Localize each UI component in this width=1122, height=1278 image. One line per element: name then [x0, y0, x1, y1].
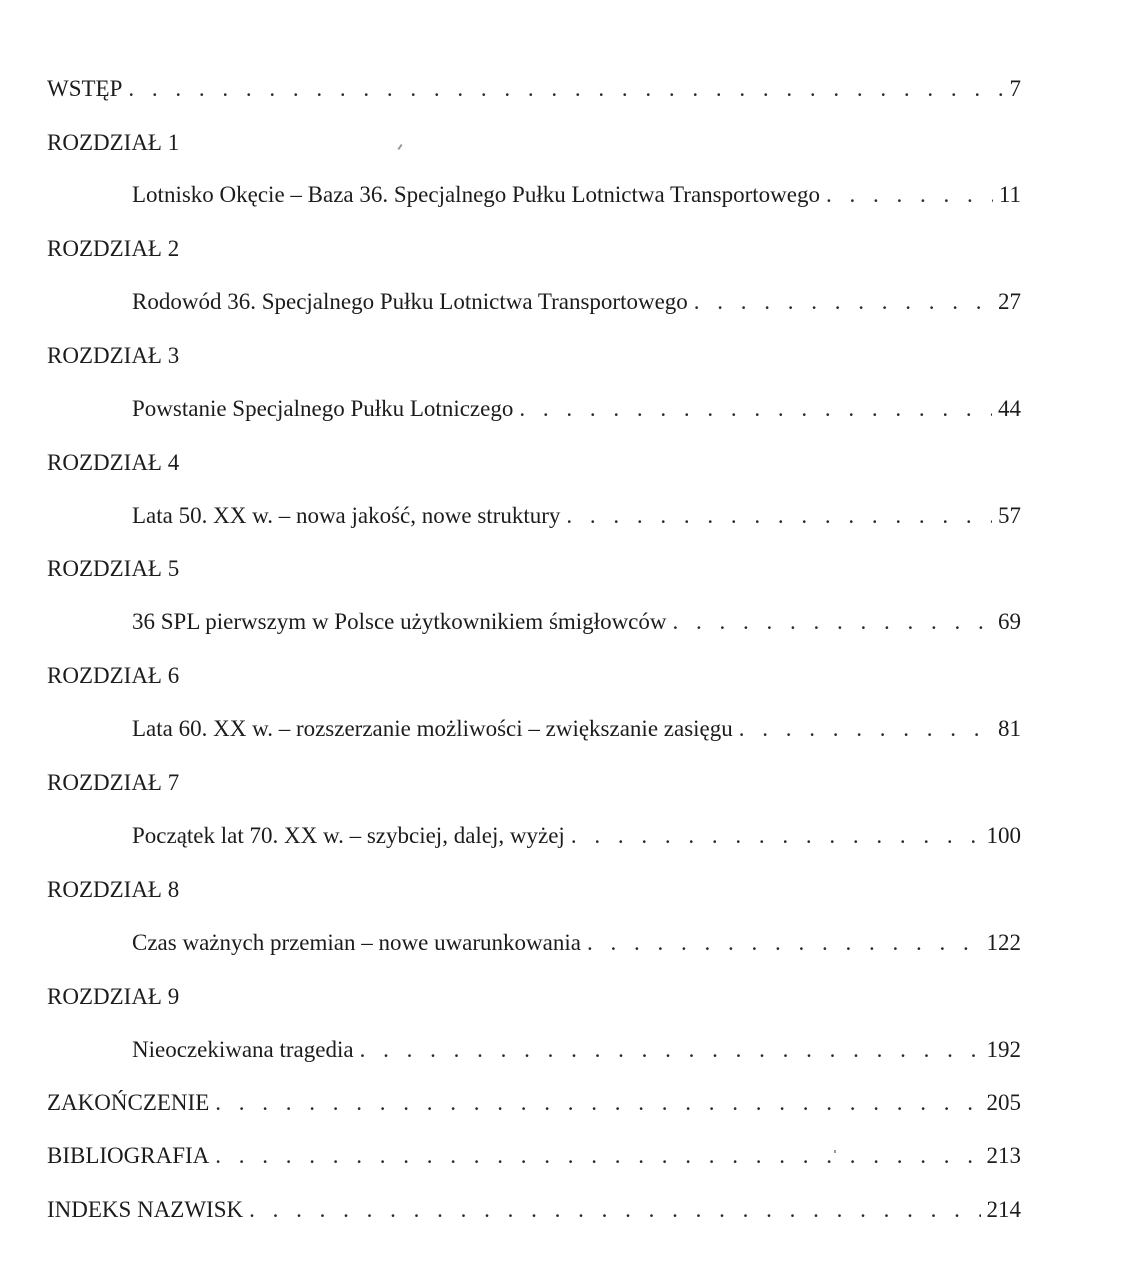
toc-page-number: 214: [986, 1197, 1021, 1222]
chapter-heading: ROZDZIAŁ 9: [47, 984, 180, 1009]
dot-leader: [587, 928, 981, 958]
toc-entry-title: WSTĘP: [47, 76, 123, 101]
toc-entry-chapter-3[interactable]: [132, 394, 1021, 424]
toc-page-number: 122: [986, 930, 1021, 955]
toc-entry-chapter-9[interactable]: [132, 1035, 1021, 1065]
toc-entry-bibliography[interactable]: [47, 1141, 1021, 1171]
toc-page-number: 213: [986, 1143, 1021, 1168]
toc-page-number: 69: [998, 609, 1021, 634]
chapter-heading: ROZDZIAŁ 6: [47, 663, 180, 688]
dot-leader: [571, 821, 981, 851]
toc-entry-intro[interactable]: [47, 74, 1021, 104]
chapter-heading: ROZDZIAŁ 3: [47, 343, 180, 368]
toc-entry-title: Nieoczekiwana tragedia: [132, 1037, 354, 1062]
toc-entry-title: Rodowód 36. Specjalnego Pułku Lotnictwa Transportowego: [132, 289, 688, 314]
chapter-heading: ROZDZIAŁ 1: [47, 130, 180, 155]
toc-entry-title: Czas ważnych przemian – nowe uwarunkowania: [132, 930, 581, 955]
dot-leader: [826, 180, 993, 210]
toc-entry-title: Lata 60. XX w. – rozszerzanie możliwości – zwiększanie zasięgu: [132, 716, 733, 741]
toc-page-number: 81: [998, 716, 1021, 741]
toc-page-number: 192: [986, 1037, 1021, 1062]
toc-entry-chapter-4[interactable]: [132, 501, 1021, 531]
dot-leader: [215, 1141, 980, 1171]
dot-leader: [519, 394, 992, 424]
toc-entry-title: Powstanie Specjalnego Pułku Lotniczego: [132, 396, 514, 421]
toc-entry-title: BIBLIOGRAFIA: [47, 1143, 210, 1168]
dot-leader: [673, 607, 993, 637]
toc-entry-chapter-8[interactable]: [132, 928, 1021, 958]
toc-entry-chapter-6[interactable]: [132, 714, 1021, 744]
dot-leader: [566, 501, 992, 531]
toc-entry-title: INDEKS NAZWISK: [47, 1197, 244, 1222]
toc-entry-title: Początek lat 70. XX w. – szybciej, dalej, wyżej: [132, 823, 565, 848]
toc-entry-chapter-5[interactable]: [132, 607, 1021, 637]
toc-page-number: 100: [986, 823, 1021, 848]
toc-entry-chapter-7[interactable]: [132, 821, 1021, 851]
chapter-heading: ROZDZIAŁ 4: [47, 450, 180, 475]
scan-speck: [397, 144, 402, 150]
toc-entry-title: ZAKOŃCZENIE: [47, 1090, 210, 1115]
chapter-heading: ROZDZIAŁ 7: [47, 770, 180, 795]
toc-entry-conclusion[interactable]: [47, 1088, 1021, 1118]
dot-leader: [739, 714, 992, 744]
dot-leader: [360, 1035, 981, 1065]
toc-page-number: 44: [998, 396, 1021, 421]
toc-entry-title: 36 SPL pierwszym w Polsce użytkownikiem śmigłowców: [132, 609, 667, 634]
toc-page-number: 7: [1009, 76, 1021, 101]
toc-page-number: 57: [998, 503, 1021, 528]
chapter-heading: ROZDZIAŁ 2: [47, 236, 180, 261]
dot-leader: [215, 1088, 980, 1118]
chapter-heading: ROZDZIAŁ 5: [47, 556, 180, 581]
toc-entry-chapter-1[interactable]: [132, 180, 1021, 210]
dot-leader: [128, 74, 1003, 104]
chapter-heading: ROZDZIAŁ 8: [47, 877, 180, 902]
toc-page-number: 11: [998, 182, 1021, 207]
toc-page-number: 27: [998, 289, 1021, 314]
dot-leader: [249, 1195, 980, 1225]
toc-page-number: 205: [986, 1090, 1021, 1115]
toc-entry-title: Lata 50. XX w. – nowa jakość, nowe struktury: [132, 503, 561, 528]
dot-leader: [694, 287, 992, 317]
toc-entry-chapter-2[interactable]: [132, 287, 1021, 317]
toc-entry-title: Lotnisko Okęcie – Baza 36. Specjalnego Pułku Lotnictwa Transportowego: [132, 182, 820, 207]
scan-speck: [834, 1150, 836, 1153]
toc-entry-name-index[interactable]: [47, 1195, 1021, 1225]
